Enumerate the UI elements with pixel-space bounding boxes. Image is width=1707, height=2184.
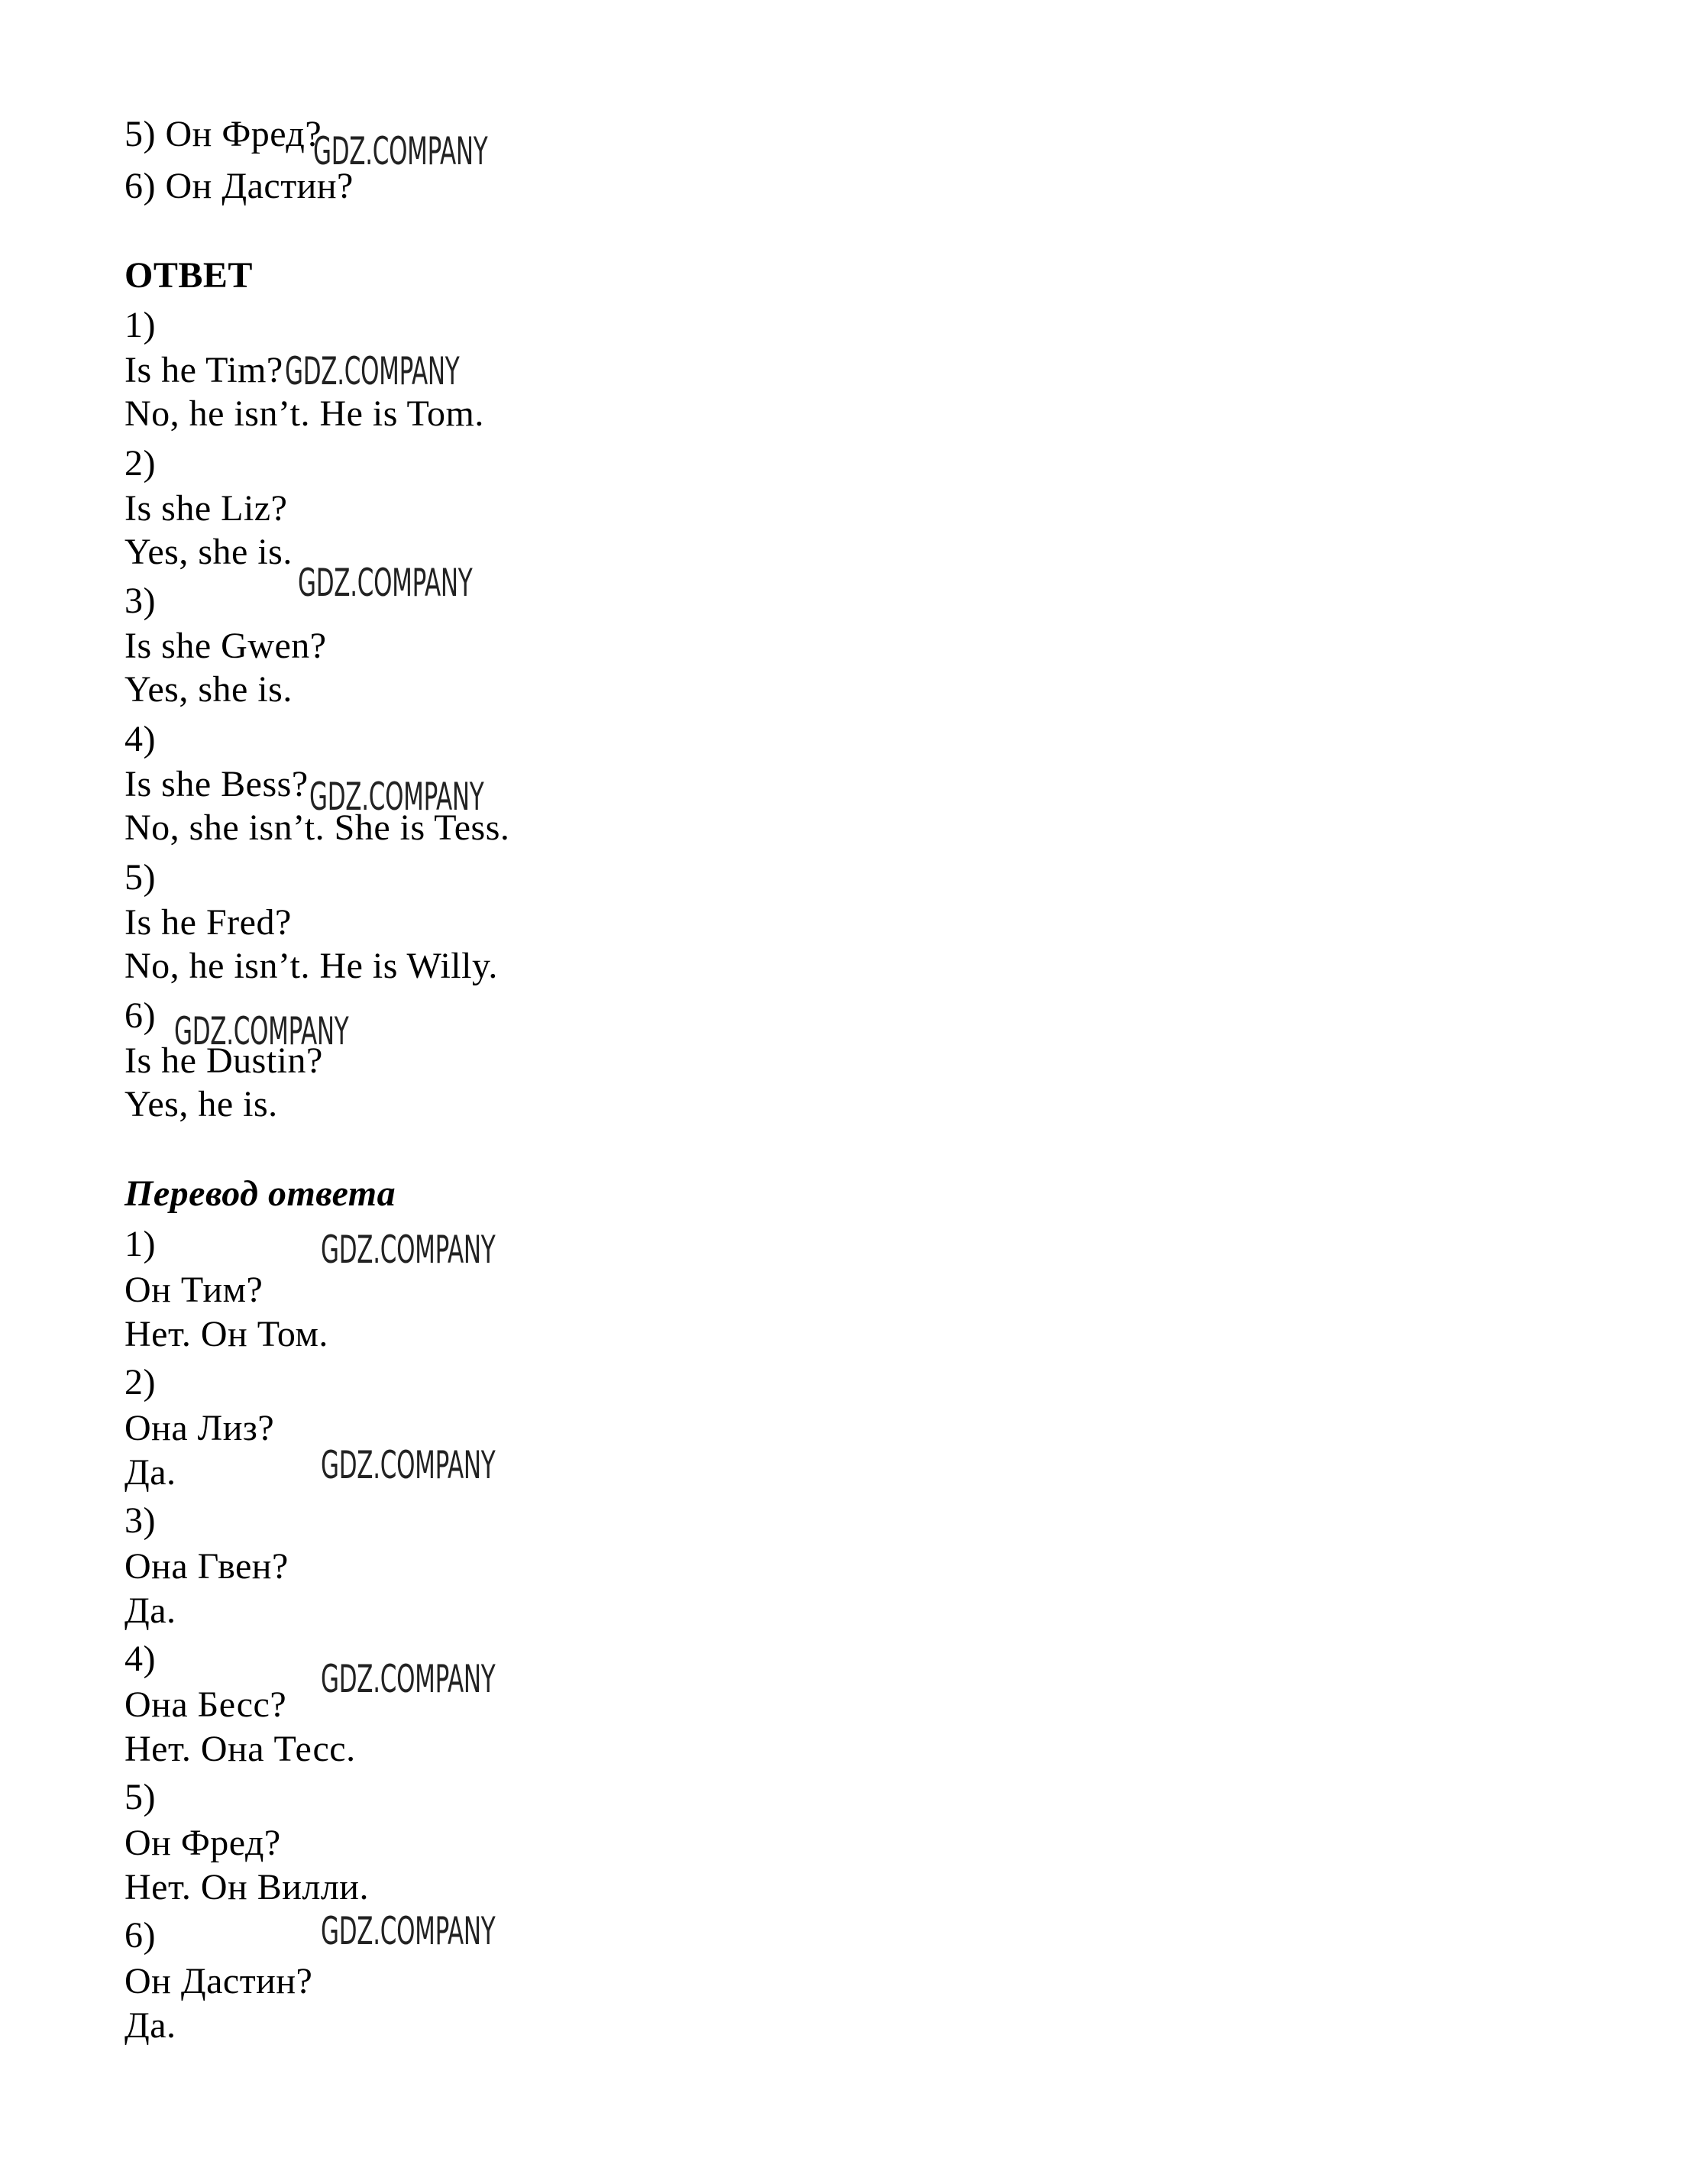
item-number: 4) [124,719,156,759]
item-number: 1) [124,1224,156,1264]
answer-line: Нет. Он Том. [124,1314,328,1354]
item-number: 3) [124,581,156,621]
watermark: GDZ.COMPANY [309,775,484,819]
answer-heading: ОТВЕТ [124,255,253,296]
question-line: Is he Fred? [124,902,292,943]
question-line: Она Гвен? [124,1546,289,1587]
question-line: Is he Tim? [124,350,283,390]
watermark: GDZ.COMPANY [285,349,460,393]
watermark: GDZ.COMPANY [321,1228,496,1272]
answer-line: Yes, she is. [124,669,293,710]
answer-line: No, he isn’t. He is Tom. [124,393,484,434]
answer-line: Нет. Он Вилли. [124,1867,369,1907]
item-number: 2) [124,443,156,484]
item-number: 6) [124,1915,156,1956]
answer-line: Нет. Она Тесс. [124,1729,356,1769]
translation-heading: Перевод ответа [124,1173,396,1214]
item-number: 1) [124,305,156,345]
question-line: Is she Liz? [124,488,288,529]
question-line: Он Фред? [124,1823,281,1863]
item-number: 5) [124,857,156,898]
watermark: GDZ.COMPANY [313,129,488,173]
answer-line: Да. [124,1590,176,1631]
answer-line: No, he isn’t. He is Willy. [124,946,498,986]
question-line: Он Дастин? [124,1961,313,2001]
answer-line: Yes, she is. [124,532,293,572]
question-line: 6) Он Дастин? [124,166,354,206]
question-line: Is she Gwen? [124,626,327,666]
question-line: 5) Он Фред? [124,114,322,154]
item-number: 2) [124,1362,156,1403]
question-line: Она Лиз? [124,1408,275,1448]
answer-line: Да. [124,1452,176,1493]
question-line: Она Бесс? [124,1684,287,1725]
question-line: Он Тим? [124,1270,263,1310]
answer-line: Yes, he is. [124,1084,278,1124]
item-number: 4) [124,1639,156,1679]
watermark: GDZ.COMPANY [298,561,473,605]
watermark: GDZ.COMPANY [174,1009,349,1053]
watermark: GDZ.COMPANY [321,1657,496,1701]
answer-line: Да. [124,2005,176,2046]
watermark: GDZ.COMPANY [321,1443,496,1487]
question-line: Is he Dustin? [124,1040,323,1081]
item-number: 3) [124,1500,156,1541]
question-line: Is she Bess? [124,764,309,804]
item-number: 5) [124,1777,156,1817]
watermark: GDZ.COMPANY [321,1909,496,1953]
item-number: 6) [124,995,156,1036]
answer-line: No, she isn’t. She is Tess. [124,807,510,848]
